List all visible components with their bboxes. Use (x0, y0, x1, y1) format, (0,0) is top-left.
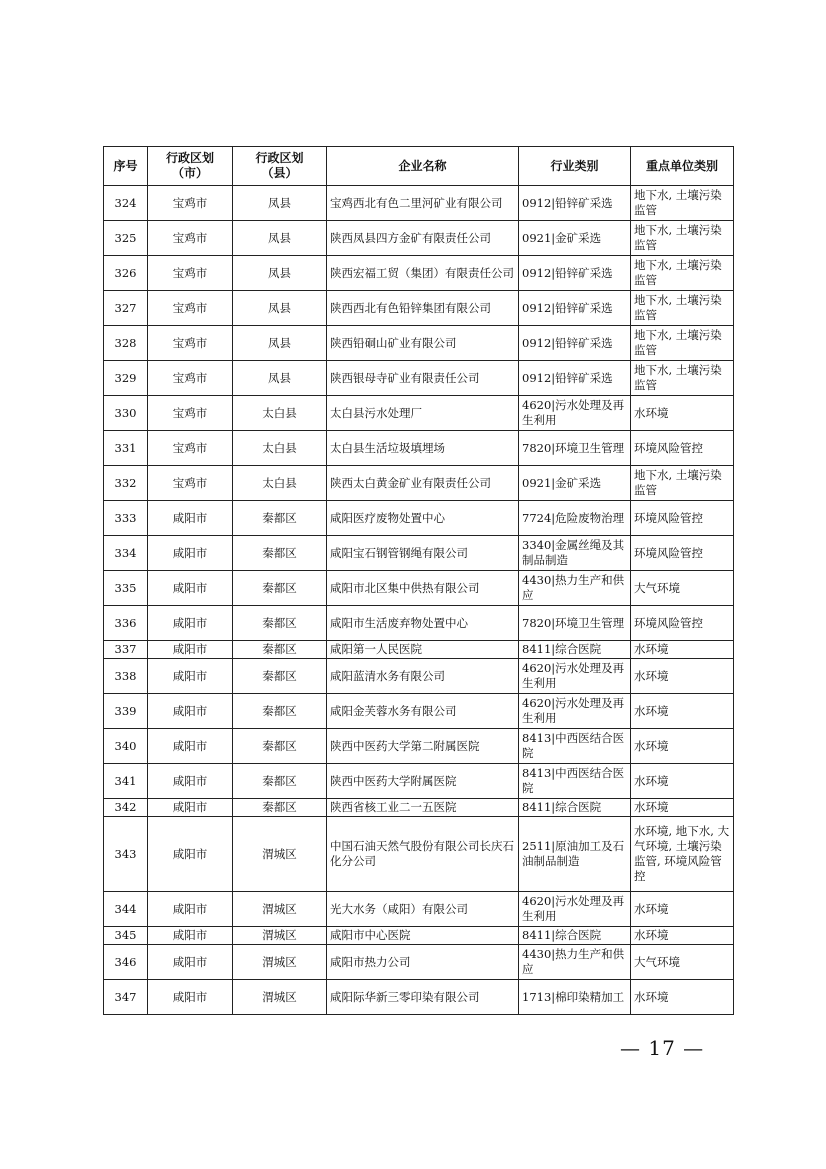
cell-seq: 341 (104, 764, 148, 799)
cell-seq: 338 (104, 659, 148, 694)
cell-city: 宝鸡市 (148, 326, 233, 361)
cell-category: 地下水, 土壤污染监管 (631, 256, 734, 291)
cell-seq: 331 (104, 431, 148, 466)
cell-category: 水环境 (631, 729, 734, 764)
cell-category: 水环境, 地下水, 大气环境, 土壤污染监管, 环境风险管控 (631, 817, 734, 892)
cell-county: 秦都区 (233, 641, 327, 659)
cell-city: 咸阳市 (148, 571, 233, 606)
cell-city: 咸阳市 (148, 945, 233, 980)
cell-company: 咸阳市生活废弃物处置中心 (327, 606, 519, 641)
cell-seq: 339 (104, 694, 148, 729)
cell-county: 秦都区 (233, 764, 327, 799)
cell-company: 咸阳市中心医院 (327, 927, 519, 945)
cell-category: 环境风险管控 (631, 536, 734, 571)
cell-seq: 342 (104, 799, 148, 817)
cell-industry: 0912|铅锌矿采选 (519, 361, 631, 396)
cell-city: 咸阳市 (148, 980, 233, 1015)
table-row (104, 892, 734, 927)
cell-city: 宝鸡市 (148, 256, 233, 291)
cell-category: 水环境 (631, 764, 734, 799)
cell-company: 咸阳宝石钢管钢绳有限公司 (327, 536, 519, 571)
cell-county: 太白县 (233, 431, 327, 466)
cell-industry: 3340|金属丝绳及其制品制造 (519, 536, 631, 571)
cell-industry: 8411|综合医院 (519, 799, 631, 817)
cell-seq: 327 (104, 291, 148, 326)
cell-city: 咸阳市 (148, 799, 233, 817)
cell-county: 凤县 (233, 221, 327, 256)
cell-seq: 345 (104, 927, 148, 945)
cell-city: 咸阳市 (148, 927, 233, 945)
cell-category: 地下水, 土壤污染监管 (631, 361, 734, 396)
table-row (104, 764, 734, 799)
cell-seq: 333 (104, 501, 148, 536)
cell-county: 秦都区 (233, 729, 327, 764)
cell-county: 太白县 (233, 396, 327, 431)
cell-category: 环境风险管控 (631, 501, 734, 536)
cell-county: 凤县 (233, 326, 327, 361)
header-city-line1: 行政区划 (165, 151, 214, 165)
cell-industry: 0912|铅锌矿采选 (519, 326, 631, 361)
table-row (104, 431, 734, 466)
table-row (104, 927, 734, 945)
cell-seq: 334 (104, 536, 148, 571)
cell-company: 咸阳金芙蓉水务有限公司 (327, 694, 519, 729)
cell-category: 水环境 (631, 980, 734, 1015)
table-row (104, 729, 734, 764)
cell-county: 渭城区 (233, 927, 327, 945)
cell-seq: 344 (104, 892, 148, 927)
cell-company: 陕西太白黄金矿业有限责任公司 (327, 466, 519, 501)
table-row (104, 571, 734, 606)
cell-company: 陕西西北有色铅锌集团有限公司 (327, 291, 519, 326)
cell-company: 咸阳市北区集中供热有限公司 (327, 571, 519, 606)
cell-company: 咸阳蓝清水务有限公司 (327, 659, 519, 694)
cell-industry: 0912|铅锌矿采选 (519, 256, 631, 291)
cell-county: 秦都区 (233, 501, 327, 536)
cell-county: 渭城区 (233, 980, 327, 1015)
cell-city: 咸阳市 (148, 764, 233, 799)
table-row (104, 256, 734, 291)
cell-city: 宝鸡市 (148, 396, 233, 431)
cell-industry: 1713|棉印染精加工 (519, 980, 631, 1015)
cell-category: 水环境 (631, 892, 734, 927)
header-city (148, 147, 233, 186)
cell-county: 渭城区 (233, 945, 327, 980)
cell-category: 大气环境 (631, 571, 734, 606)
cell-county: 渭城区 (233, 892, 327, 927)
cell-company: 陕西铅硐山矿业有限公司 (327, 326, 519, 361)
table-body (104, 186, 734, 1015)
cell-county: 秦都区 (233, 536, 327, 571)
cell-company: 陕西银母寺矿业有限责任公司 (327, 361, 519, 396)
table-row (104, 641, 734, 659)
cell-city: 咸阳市 (148, 694, 233, 729)
cell-category: 水环境 (631, 659, 734, 694)
cell-city: 咸阳市 (148, 641, 233, 659)
cell-county: 凤县 (233, 361, 327, 396)
table-row (104, 606, 734, 641)
cell-industry: 8411|综合医院 (519, 641, 631, 659)
cell-industry: 7820|环境卫生管理 (519, 431, 631, 466)
header-company: 企业名称 (327, 147, 519, 186)
header-category: 重点单位类别 (631, 147, 734, 186)
cell-company: 中国石油天然气股份有限公司长庆石化分公司 (327, 817, 519, 892)
cell-category: 水环境 (631, 396, 734, 431)
cell-seq: 328 (104, 326, 148, 361)
cell-seq: 347 (104, 980, 148, 1015)
cell-seq: 329 (104, 361, 148, 396)
header-county-line1: 行政区划 (255, 151, 304, 165)
cell-company: 咸阳市热力公司 (327, 945, 519, 980)
cell-city: 咸阳市 (148, 892, 233, 927)
enterprise-table (103, 146, 734, 1015)
header-industry: 行业类别 (519, 147, 631, 186)
cell-city: 咸阳市 (148, 729, 233, 764)
cell-county: 凤县 (233, 186, 327, 221)
cell-category: 水环境 (631, 927, 734, 945)
header-county (233, 147, 327, 186)
cell-industry: 7724|危险废物治理 (519, 501, 631, 536)
cell-category: 环境风险管控 (631, 606, 734, 641)
cell-county: 秦都区 (233, 659, 327, 694)
cell-industry: 0921|金矿采选 (519, 221, 631, 256)
page-number: — 17 — (620, 1036, 705, 1060)
cell-city: 咸阳市 (148, 606, 233, 641)
cell-industry: 4430|热力生产和供应 (519, 571, 631, 606)
cell-industry: 2511|原油加工及石油制品制造 (519, 817, 631, 892)
cell-seq: 330 (104, 396, 148, 431)
cell-seq: 346 (104, 945, 148, 980)
cell-industry: 8413|中西医结合医院 (519, 729, 631, 764)
cell-city: 宝鸡市 (148, 361, 233, 396)
cell-category: 地下水, 土壤污染监管 (631, 186, 734, 221)
cell-county: 渭城区 (233, 817, 327, 892)
cell-city: 宝鸡市 (148, 291, 233, 326)
cell-category: 水环境 (631, 799, 734, 817)
cell-county: 秦都区 (233, 694, 327, 729)
cell-seq: 326 (104, 256, 148, 291)
table-row (104, 396, 734, 431)
cell-city: 咸阳市 (148, 817, 233, 892)
table-row (104, 659, 734, 694)
cell-category: 地下水, 土壤污染监管 (631, 326, 734, 361)
cell-county: 秦都区 (233, 606, 327, 641)
header-city-line2: （市） (171, 166, 208, 180)
cell-industry: 4620|污水处理及再生利用 (519, 892, 631, 927)
cell-company: 陕西省核工业二一五医院 (327, 799, 519, 817)
cell-industry: 0912|铅锌矿采选 (519, 291, 631, 326)
cell-company: 太白县生活垃圾填埋场 (327, 431, 519, 466)
cell-company: 光大水务（咸阳）有限公司 (327, 892, 519, 927)
table-row (104, 291, 734, 326)
cell-company: 太白县污水处理厂 (327, 396, 519, 431)
cell-industry: 7820|环境卫生管理 (519, 606, 631, 641)
table-row (104, 361, 734, 396)
table-row (104, 536, 734, 571)
cell-seq: 332 (104, 466, 148, 501)
cell-seq: 324 (104, 186, 148, 221)
cell-seq: 337 (104, 641, 148, 659)
cell-city: 咸阳市 (148, 501, 233, 536)
cell-city: 咸阳市 (148, 659, 233, 694)
cell-company: 咸阳际华新三零印染有限公司 (327, 980, 519, 1015)
cell-seq: 340 (104, 729, 148, 764)
cell-company: 陕西中医药大学附属医院 (327, 764, 519, 799)
cell-city: 宝鸡市 (148, 466, 233, 501)
table-header-row (104, 147, 734, 186)
cell-category: 环境风险管控 (631, 431, 734, 466)
enterprise-table-container (103, 146, 733, 1015)
cell-company: 陕西凤县四方金矿有限责任公司 (327, 221, 519, 256)
cell-industry: 0912|铅锌矿采选 (519, 186, 631, 221)
table-row (104, 694, 734, 729)
cell-category: 地下水, 土壤污染监管 (631, 466, 734, 501)
cell-city: 宝鸡市 (148, 186, 233, 221)
cell-county: 太白县 (233, 466, 327, 501)
cell-seq: 325 (104, 221, 148, 256)
cell-industry: 8413|中西医结合医院 (519, 764, 631, 799)
table-row (104, 799, 734, 817)
cell-category: 地下水, 土壤污染监管 (631, 221, 734, 256)
cell-industry: 0921|金矿采选 (519, 466, 631, 501)
cell-company: 陕西中医药大学第二附属医院 (327, 729, 519, 764)
cell-company: 咸阳医疗废物处置中心 (327, 501, 519, 536)
cell-county: 凤县 (233, 256, 327, 291)
cell-category: 水环境 (631, 641, 734, 659)
cell-category: 大气环境 (631, 945, 734, 980)
header-seq: 序号 (104, 147, 148, 186)
table-row (104, 945, 734, 980)
cell-company: 宝鸡西北有色二里河矿业有限公司 (327, 186, 519, 221)
cell-company: 陕西宏福工贸（集团）有限责任公司 (327, 256, 519, 291)
cell-company: 咸阳第一人民医院 (327, 641, 519, 659)
cell-city: 宝鸡市 (148, 431, 233, 466)
cell-county: 秦都区 (233, 799, 327, 817)
cell-county: 秦都区 (233, 571, 327, 606)
cell-seq: 335 (104, 571, 148, 606)
table-row (104, 817, 734, 892)
table-row (104, 326, 734, 361)
table-row (104, 221, 734, 256)
cell-category: 水环境 (631, 694, 734, 729)
cell-industry: 4620|污水处理及再生利用 (519, 396, 631, 431)
table-row (104, 186, 734, 221)
cell-industry: 8411|综合医院 (519, 927, 631, 945)
cell-industry: 4430|热力生产和供应 (519, 945, 631, 980)
cell-city: 咸阳市 (148, 536, 233, 571)
table-row (104, 466, 734, 501)
cell-category: 地下水, 土壤污染监管 (631, 291, 734, 326)
cell-industry: 4620|污水处理及再生利用 (519, 694, 631, 729)
table-row (104, 980, 734, 1015)
cell-city: 宝鸡市 (148, 221, 233, 256)
header-county-line2: （县） (261, 166, 298, 180)
cell-seq: 336 (104, 606, 148, 641)
table-row (104, 501, 734, 536)
cell-county: 凤县 (233, 291, 327, 326)
cell-seq: 343 (104, 817, 148, 892)
cell-industry: 4620|污水处理及再生利用 (519, 659, 631, 694)
